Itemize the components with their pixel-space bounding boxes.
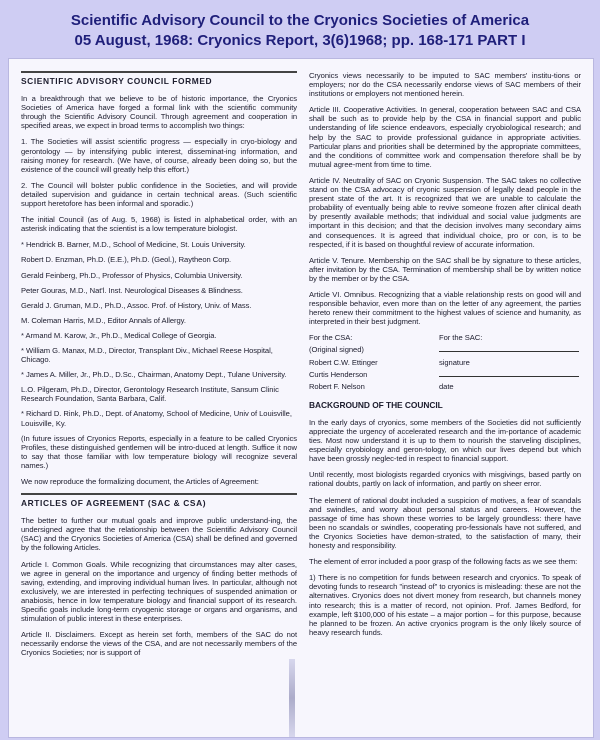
council-member: * Armand M. Karow, Jr., Ph.D., Medical College of Georgia. bbox=[21, 330, 217, 340]
section-heading-sac-formed: SCIENTIFIC ADVISORY COUNCIL FORMED bbox=[21, 76, 213, 86]
background-paragraph: The element of rational doubt included a suspicion of motives, a fear of scandals and swindles, and worry about personal status and careers. However, the passage of time has shown these worries to be largely groundless: there have been no scandals or swindles, cooperating pro-fessionals have not suffered, and the Cryonics Societies have demon-strated, to the satisfaction of many, their honesty and responsibility. bbox=[309, 495, 581, 551]
future-issues-note: (In future issues of Cryonics Reports, especially in a feature to be called Cryonics Profiles, these distinguished gentlemen will be intro-duced at length. Suffice it now to say that those familiar with low temperature biology will recognize several names.) bbox=[21, 433, 297, 470]
background-paragraph: 1) There is no competition for funds between research and cryonics. To speak of devoting funds to research "instead of" to cryonics is misleading: these are not the alternatives. Cryonics does not divert money from research, but channels money into research; this is a matter of record, not opinion. Prof. James Bedford, for example, left $100,000 of his estate – a major portion – for this purpose, because he planned to be frozen. An active cryonics program is the only likely source of heavy research funds. bbox=[309, 573, 581, 637]
council-member: Gerald J. Gruman, M.D., Ph.D., Assoc. Prof. of History, Univ. of Mass. bbox=[21, 300, 252, 310]
original-signed-label: (Original signed) bbox=[309, 345, 364, 355]
article-six-paragraph: Article VI. Omnibus. Recognizing that a viable relationship rests on good will and responsible behavior, even more than on the letter of any agreement, the parties hereto renew their commitment to the highest values of science and humanity, as interpreted in their best judgment. bbox=[309, 289, 581, 327]
for-sac-label: For the SAC: bbox=[439, 333, 483, 343]
council-member: M. Coleman Harris, M.D., Editor Annals of Allergy. bbox=[21, 315, 186, 325]
article-one-paragraph: Article I. Common Goals. While recognizing that circumstances may alter cases, we agree in general on the importance and urgency of finding better methods of saving, extending, and improving individual human lives. In particular, although not exclusively, we are interested in perfecting techniques of suspended animation or anabiosis, hence in low temperature biology and financial support of its research. Specific goals include long-term cryogenic storage or organs and organisms, and stimulation of public interest in these enterprises. bbox=[21, 559, 297, 624]
council-member: Peter Gouras, M.D., Nat'l. Inst. Neurological Diseases & Blindness. bbox=[21, 285, 243, 295]
council-member: Robert D. Enzman, Ph.D. (E.E.), Ph.D. (Geol.), Raytheon Corp. bbox=[21, 255, 232, 265]
scan-fold-shadow bbox=[289, 659, 295, 737]
council-member: * Richard D. Rink, Ph.D., Dept. of Anatomy, School of Medicine, Univ of Louisville, Louisville, Ky. bbox=[21, 409, 292, 428]
right-column bbox=[309, 71, 581, 644]
council-member: * Hendrick B. Barner, M.D., School of Medicine, St. Louis University. bbox=[21, 240, 246, 250]
section-heading-background: BACKGROUND OF THE COUNCIL bbox=[309, 399, 443, 410]
council-member: L.O. Pilgeram, Ph.D., Director, Gerontology Research Institute, Sansum Clinic Research Foundation, Santa Barbara, Calif. bbox=[21, 385, 279, 404]
article-four-paragraph: Article IV. Neutrality of SAC on Cryonic Suspension. The SAC takes no collective stand on the CSA advocacy of cryonic suspension of legally dead people in the present state of the art. It is recognized that we are unable to calculate the probability of eventually being able to revive someone frozen after clinical death by presently available methods; that individual and social value judgments are important in this decision; and that the decision involves many secondary aims and consequences. It is agreed that individual choice, pro or con, is to be respected, if it is based on thoughtful review of accurate information. bbox=[309, 175, 581, 249]
left-column bbox=[21, 71, 297, 665]
articles-intro-paragraph: The better to further our mutual goals and improve public understand-ing, the undersigned agree that the relationship between the Scientific Advisory Council (SAC) and the Cryonics Societies of America (CSA) shall be defined and governed by the following Articles. bbox=[21, 516, 297, 553]
intro-paragraph: In a breakthrough that we believe to be of historic importance, the Cryonics Societies of America have forged a formal link with the scientific community through the Scientific Advisory Council. Through agreement and cooperation in specified areas, we expect in broad terms to accomplish two things: bbox=[21, 94, 297, 131]
for-csa-label: For the CSA: bbox=[309, 333, 353, 343]
document-header bbox=[0, 0, 600, 60]
date-line bbox=[439, 376, 579, 377]
article-three-paragraph: Article III. Cooperative Activities. In general, cooperation between SAC and CSA shall be such as to provide help by the CSA in financial support and public understanding of life science endeavors, especially cryobiological research; and help by the SAC to provide professional guidance in appropriate activities. Particular plans and priorities shall be determined by the appropriate committees, and the conditions of committee work and compensation therefore shall be by mutual agree-ment from time to time. bbox=[309, 105, 581, 169]
heading-rule bbox=[21, 493, 297, 495]
article-five-paragraph: Article V. Tenure. Membership on the SAC shall be by signature to these articles, after invitation by the CSA. Termination of membership shall be by written notice by the member or by the CSA. bbox=[309, 255, 581, 283]
background-paragraph: Until recently, most biologists regarded cryonics with misgivings, based partly on rational doubts, partly on lack of information, and partly on sheer error. bbox=[309, 470, 581, 489]
council-member: * William G. Manax, M.D., Director, Transplant Div., Michael Reese Hospital, Chicago. bbox=[21, 345, 273, 365]
date-caption: date bbox=[439, 381, 454, 391]
reproduce-note: We now reproduce the formalizing document, the Articles of Agreement: bbox=[21, 477, 259, 486]
section-heading-articles: ARTICLES OF AGREEMENT (SAC & CSA) bbox=[21, 498, 207, 509]
background-paragraph: The element of error included a poor grasp of the following facts as we see them: bbox=[309, 557, 578, 567]
article-two-continued: Cryonics views necessarily to be imputed to SAC members' institu-tions or employers; nor do the CSA necessarily endorse views of SAC members of their institutions or employers not mentioned herein. bbox=[309, 71, 581, 99]
signature-block bbox=[309, 333, 581, 390]
council-intro-paragraph: The initial Council (as of Aug. 5, 1968) is listed in alphabetical order, with an asterisk indicating that the scientist is a low temperature biologist. bbox=[21, 215, 297, 234]
article-two-paragraph: Article II. Disclaimers. Except as herein set forth, members of the SAC do not necessarily endorse the views of the CSA, and are not necessarily members of the Cryonics Societies; nor is support of bbox=[21, 630, 297, 658]
signer-name: Curtis Henderson bbox=[309, 369, 368, 379]
document-title: Scientific Advisory Council to the Cryonics Societies of America bbox=[70, 12, 530, 29]
point-one-paragraph: 1. The Societies will assist scientific progress — especially in cryo-biology and gerontology — by intensifying public interest, disseminat-ing information, and raising money for research. (We have, of course, already been doing so, but the existence of the council will greatly help this effort.) bbox=[21, 137, 297, 174]
heading-rule bbox=[21, 71, 297, 73]
background-paragraph: In the early days of cryonics, some members of the Societies did not sufficiently appreciate the urgency of accelerated research and the im-portance of academic ties. Most now understand it is up to them to nourish the starveling disciplines, especially cryobiology and geron-tology, on which our lives depend but which have been grossly neglec-ted in respect to financial support. bbox=[309, 417, 581, 464]
signer-name: Robert F. Nelson bbox=[309, 381, 365, 391]
document-citation: 05 August, 1968: Cryonics Report, 3(6)1968; pp. 168-171 PART I bbox=[74, 32, 526, 49]
scanned-page bbox=[8, 58, 594, 738]
signature-caption: signature bbox=[439, 357, 470, 367]
signature-line bbox=[439, 351, 579, 352]
signer-name: Robert C.W. Ettinger bbox=[309, 357, 378, 367]
council-member: * James A. Miller, Jr., Ph.D., D.Sc., Chairman, Anatomy Dept., Tulane University. bbox=[21, 370, 287, 380]
point-two-paragraph: 2. The Council will bolster public confidence in the Societies, and will provide detailed supervision and guidance in certain technical areas. (Such scientific support heretofore has been informal and sporadic.) bbox=[21, 180, 297, 209]
council-member: Gerald Feinberg, Ph.D., Professor of Physics, Columbia University. bbox=[21, 270, 243, 280]
